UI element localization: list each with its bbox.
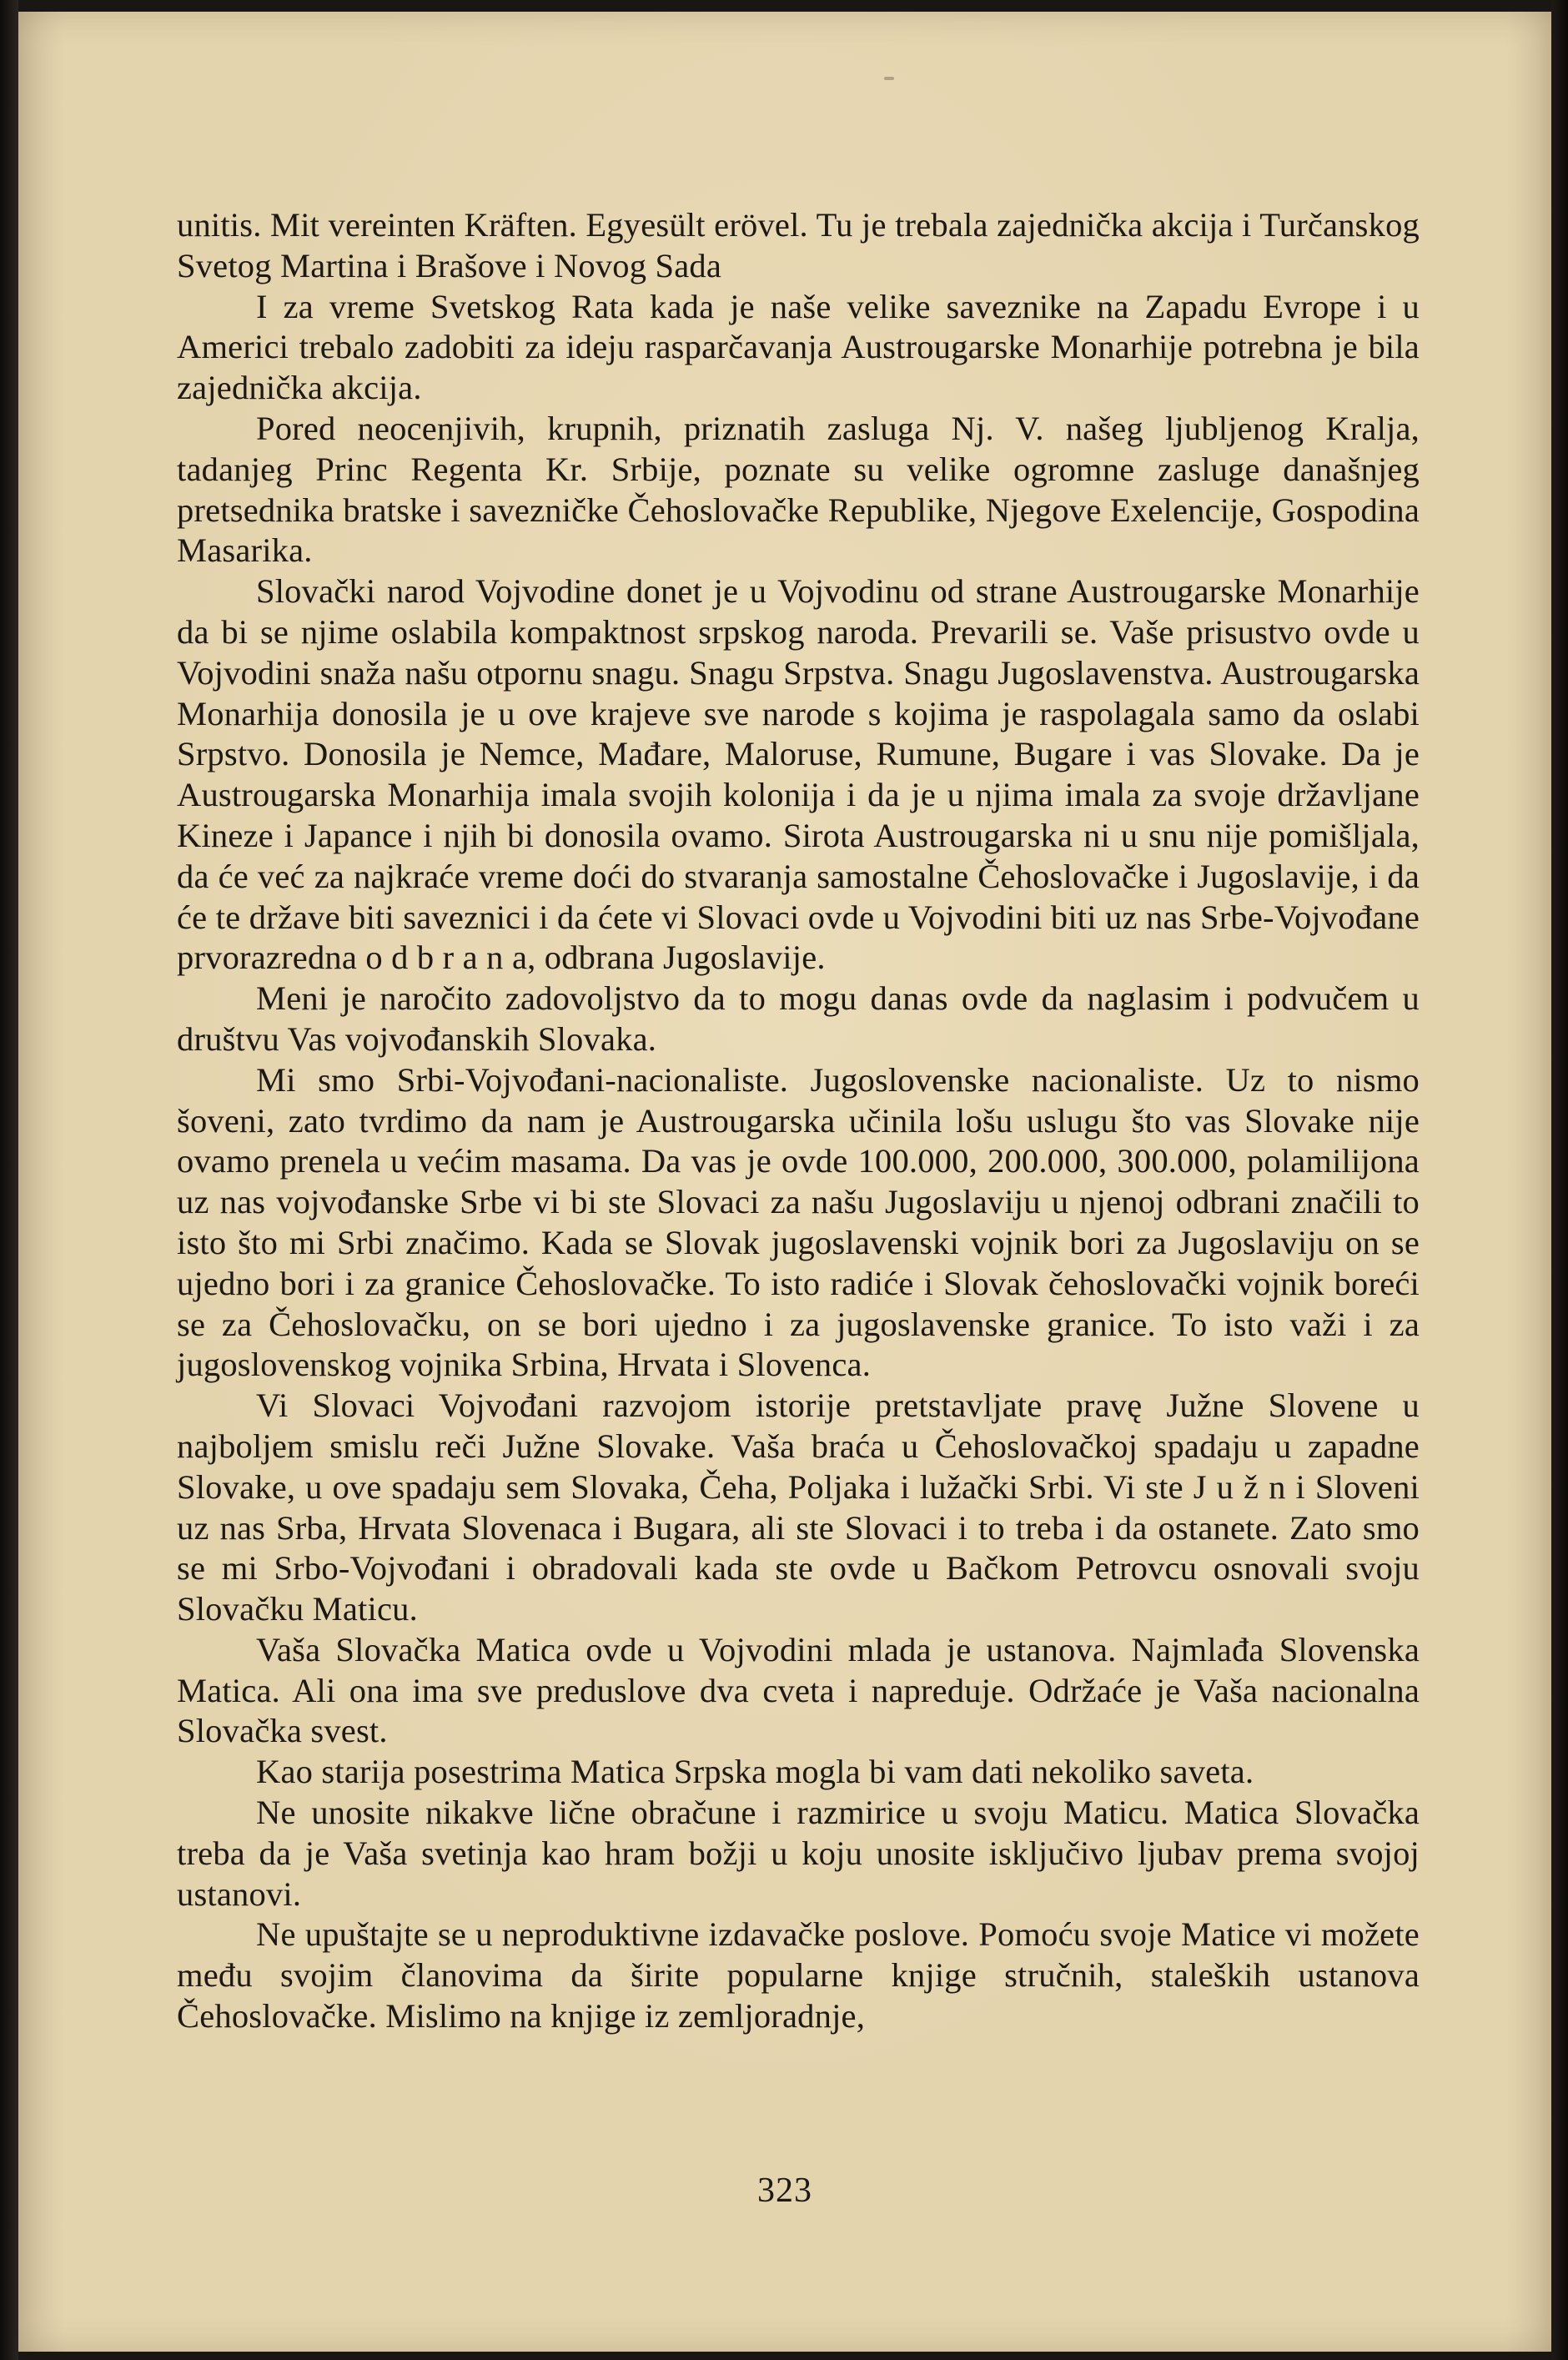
paragraph-5: Meni je naročito zadovoljstvo da to mogu danas ovde da naglasim i podvučem u društvu Vas vojvođanskih Slovaka. xyxy=(177,979,1420,1058)
page-right-edge xyxy=(1551,0,1568,2360)
book-spine-shadow xyxy=(0,0,18,2360)
scan-dust-mark xyxy=(884,77,894,80)
body-text xyxy=(177,205,1420,2037)
page-number: 323 xyxy=(757,2171,812,2210)
paragraph-7: Vi Slovaci Vojvođani razvojom istorije pretstavljate pravę Južne Slovene u najboljem smislu reči Južne Slovake. Vaša braća u Čehoslovačkoj spadaju u zapadne Slovake, u ove spadaju sem Slovaka, Čeha, Poljaka i lužački Srbi. Vi ste J u ž n i Sloveni uz nas Srba, Hrvata Slovenaca i Bugara, ali ste Slovaci i to treba i da ostanete. Zato smo se mi Srbo-Vojvođani i obradovali kada ste ovde u Bačkom Petrovcu osnovali svoju Slovačku Maticu. xyxy=(177,1386,1420,1628)
paragraph-8: Vaša Slovačka Matica ovde u Vojvodini mlada je ustanova. Najmlađa Slovenska Matica. Ali ona ima sve preduslove dva cveta i napreduje. Održaće je Vaša nacionalna Slovačka svest. xyxy=(177,1630,1420,1750)
paragraph-10: Ne unosite nikakve lične obračune i razmirice u svoju Maticu. Matica Slovačka treba da je Vaša svetinja kao hram božji u koju unosite isključivo ljubav prema svojoj ustanovi. xyxy=(177,1794,1420,1913)
paragraph-2: I za vreme Svetskog Rata kada je naše velike saveznike na Zapadu Evrope i u Americi trebalo zadobiti za ideju rasparčavanja Austrougarske Monarhije potrebna je bila zajednička akcija. xyxy=(177,287,1420,407)
paragraph-4: Slovački narod Vojvodine donet je u Vojvodinu od strane Austrougarske Monarhije da bi se njime oslabila kompaktnost srpskog naroda. Prevarili se. Vaše prisustvo ovde u Vojvodini snaža našu otpornu snagu. Snagu Srpstva. Snagu Jugoslavenstva. Austrougarska Monarhija donosila je u ove krajeve sve narode s kojima je raspolagala samo da oslabi Srpstvo. Donosila je Nemce, Mađare, Maloruse, Rumune, Bugare i vas Slovake. Da je Austrougarska Monarhija imala svojih kolonija i da je u njima imala za svoje državljane Kineze i Japance i njih bi donosila ovamo. Sirota Austrougarska ni u snu nije pomišljala, da će već za najkraće vreme doći do stvaranja samostalne Čehoslovačke i Jugoslavije, i da će te države biti saveznici i da ćete vi Slovaci ovde u Vojvodini biti uz nas Srbe-Vojvođane prvorazredna o d b r a n a, odbrana Jugoslavije. xyxy=(177,572,1420,977)
paragraph-6: Mi smo Srbi-Vojvođani-nacionaliste. Jugoslovenske nacionaliste. Uz to nismo šoveni, zato tvrdimo da nam je Austrougarska učinila lošu uslugu što vas Slovake nije ovamo prenela u većim masama. Da vas je ovde 100.000, 200.000, 300.000, polamilijona uz nas vojvođanske Srbe vi bi ste Slovaci za našu Jugoslaviju u njenoj odbrani značili to isto što mi Srbi značimo. Kada se Slovak jugoslavenski vojnik bori za Jugoslaviju on se ujedno bori i za granice Čehoslovačke. To isto radiće i Slovak čehoslovački vojnik boreći se za Čehoslovačku, on se bori ujedno i za jugoslavenske granice. To isto važi i za jugoslovenskog vojnika Srbina, Hrvata i Slovenca. xyxy=(177,1060,1420,1384)
paragraph-1: unitis. Mit vereinten Kräften. Egyesült erövel. Tu je trebala zajednička akcija i Turčanskog Svetog Martina i Brašove i Novog Sada xyxy=(177,206,1420,284)
paragraph-3: Pored neocenjivih, krupnih, priznatih zasluga Nj. V. našeg ljubljenog Kralja, tadanjeg Princ Regenta Kr. Srbije, poznate su velike ogromne zasluge današnjeg pretsednika bratske i savezničke Čehoslovačke Republike, Njegove Exelencije, Gospodina Masarika. xyxy=(177,409,1420,570)
paragraph-11: Ne upuštajte se u neproduktivne izdavačke poslove. Pomoću svoje Matice vi možete među svojim članovima da širite popularne knjige stručnih, staleških ustanova Čehoslovačke. Mislimo na knjige iz zemljoradnje, xyxy=(177,1915,1420,2035)
paragraph-9: Kao starija posestrima Matica Srpska mogla bi vam dati nekoliko saveta. xyxy=(256,1753,1254,1791)
book-page xyxy=(18,12,1551,2352)
